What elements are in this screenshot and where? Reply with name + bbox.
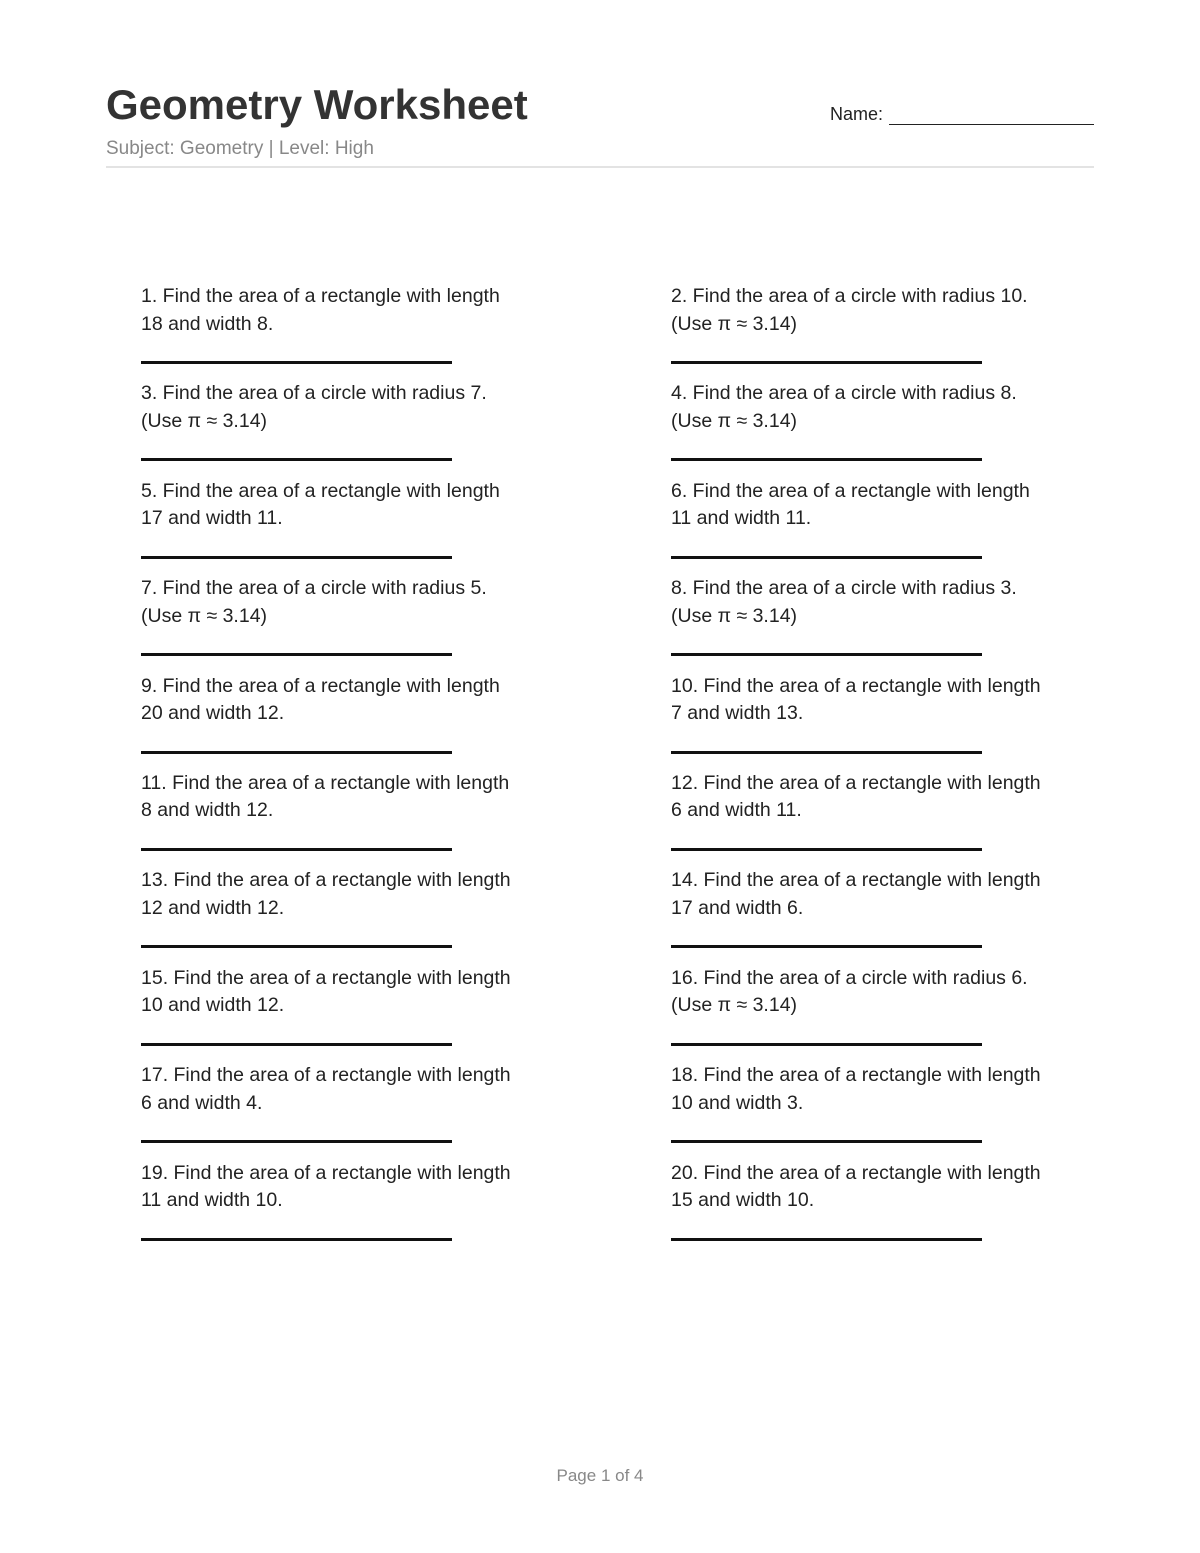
answer-line: [671, 556, 982, 559]
question-item: [141, 965, 671, 1062]
question-item: [141, 1062, 671, 1159]
question-text: 15. Find the area of a rectangle with length 10 and width 12.: [141, 966, 511, 1017]
question-grid: [141, 283, 1101, 1257]
answer-line: [671, 945, 982, 948]
answer-line: [671, 361, 982, 364]
question-item: [141, 283, 671, 380]
question-text: 3. Find the area of a circle with radius 7. (Use π ≈ 3.14): [141, 382, 487, 432]
question-text: 16. Find the area of a circle with radius 6. (Use π ≈ 3.14): [671, 966, 1028, 1017]
question-text: 1. Find the area of a rectangle with length 18 and width 8.: [141, 285, 500, 335]
question-text: 8. Find the area of a circle with radius 3. (Use π ≈ 3.14): [671, 577, 1017, 627]
question-item: [141, 867, 671, 964]
answer-line: [141, 945, 452, 948]
question-text: 4. Find the area of a circle with radius 8. (Use π ≈ 3.14): [671, 382, 1017, 432]
answer-line: [671, 848, 982, 851]
answer-line: [671, 1140, 982, 1143]
question-text: 7. Find the area of a circle with radius 5. (Use π ≈ 3.14): [141, 577, 487, 627]
question-item: [671, 380, 1101, 477]
question-text: 10. Find the area of a rectangle with length 7 and width 13.: [671, 674, 1041, 725]
question-item: [141, 478, 671, 575]
question-item: [671, 1062, 1101, 1159]
answer-line: [671, 653, 982, 656]
answer-line: [671, 751, 982, 754]
question-item: [671, 965, 1101, 1062]
answer-line: [141, 653, 452, 656]
answer-line: [141, 1140, 452, 1143]
question-item: [671, 673, 1101, 770]
question-text: 11. Find the area of a rectangle with length 8 and width 12.: [141, 771, 510, 822]
question-text: 20. Find the area of a rectangle with length 15 and width 10.: [671, 1161, 1041, 1212]
name-field: [830, 103, 1094, 125]
answer-line: [671, 458, 982, 461]
name-label: Name:: [829, 104, 883, 124]
answer-line: [141, 556, 452, 559]
question-item: [671, 478, 1101, 575]
question-item: [671, 1160, 1101, 1257]
question-item: [141, 1160, 671, 1257]
question-text: 5. Find the area of a rectangle with length 17 and width 11.: [141, 479, 500, 530]
question-text: 2. Find the area of a circle with radius 10. (Use π ≈ 3.14): [671, 285, 1028, 335]
question-text: 19. Find the area of a rectangle with length 11 and width 10.: [141, 1161, 511, 1212]
question-text: 12. Find the area of a rectangle with length 6 and width 11.: [671, 771, 1041, 822]
answer-line: [141, 848, 452, 851]
answer-line: [141, 361, 452, 364]
question-text: 13. Find the area of a rectangle with length 12 and width 12.: [141, 869, 511, 919]
question-item: [671, 867, 1101, 964]
answer-line: [141, 751, 452, 754]
answer-line: [141, 1043, 452, 1046]
question-item: [671, 575, 1101, 672]
question-item: [141, 380, 671, 477]
answer-line: [671, 1238, 982, 1241]
question-item: [141, 770, 671, 867]
question-text: 6. Find the area of a rectangle with length 11 and width 11.: [671, 479, 1030, 530]
question-text: 14. Find the area of a rectangle with length 17 and width 6.: [671, 869, 1041, 919]
question-item: [671, 283, 1101, 380]
page-number: Page 1 of 4: [556, 1466, 644, 1485]
question-text: 18. Find the area of a rectangle with length 10 and width 3.: [671, 1064, 1041, 1114]
answer-line: [671, 1043, 982, 1046]
question-item: [141, 575, 671, 672]
question-item: [141, 673, 671, 770]
answer-line: [141, 1238, 452, 1241]
question-text: 17. Find the area of a rectangle with length 6 and width 4.: [141, 1064, 511, 1114]
worksheet-header: [106, 80, 1094, 168]
question-text: 9. Find the area of a rectangle with length 20 and width 12.: [141, 674, 500, 725]
subject-level-subtitle: Subject: Geometry | Level: High: [106, 138, 374, 159]
answer-line: [141, 458, 452, 461]
page-title: Geometry Worksheet: [106, 81, 528, 128]
name-blank-line: [889, 104, 1094, 125]
question-item: [671, 770, 1101, 867]
